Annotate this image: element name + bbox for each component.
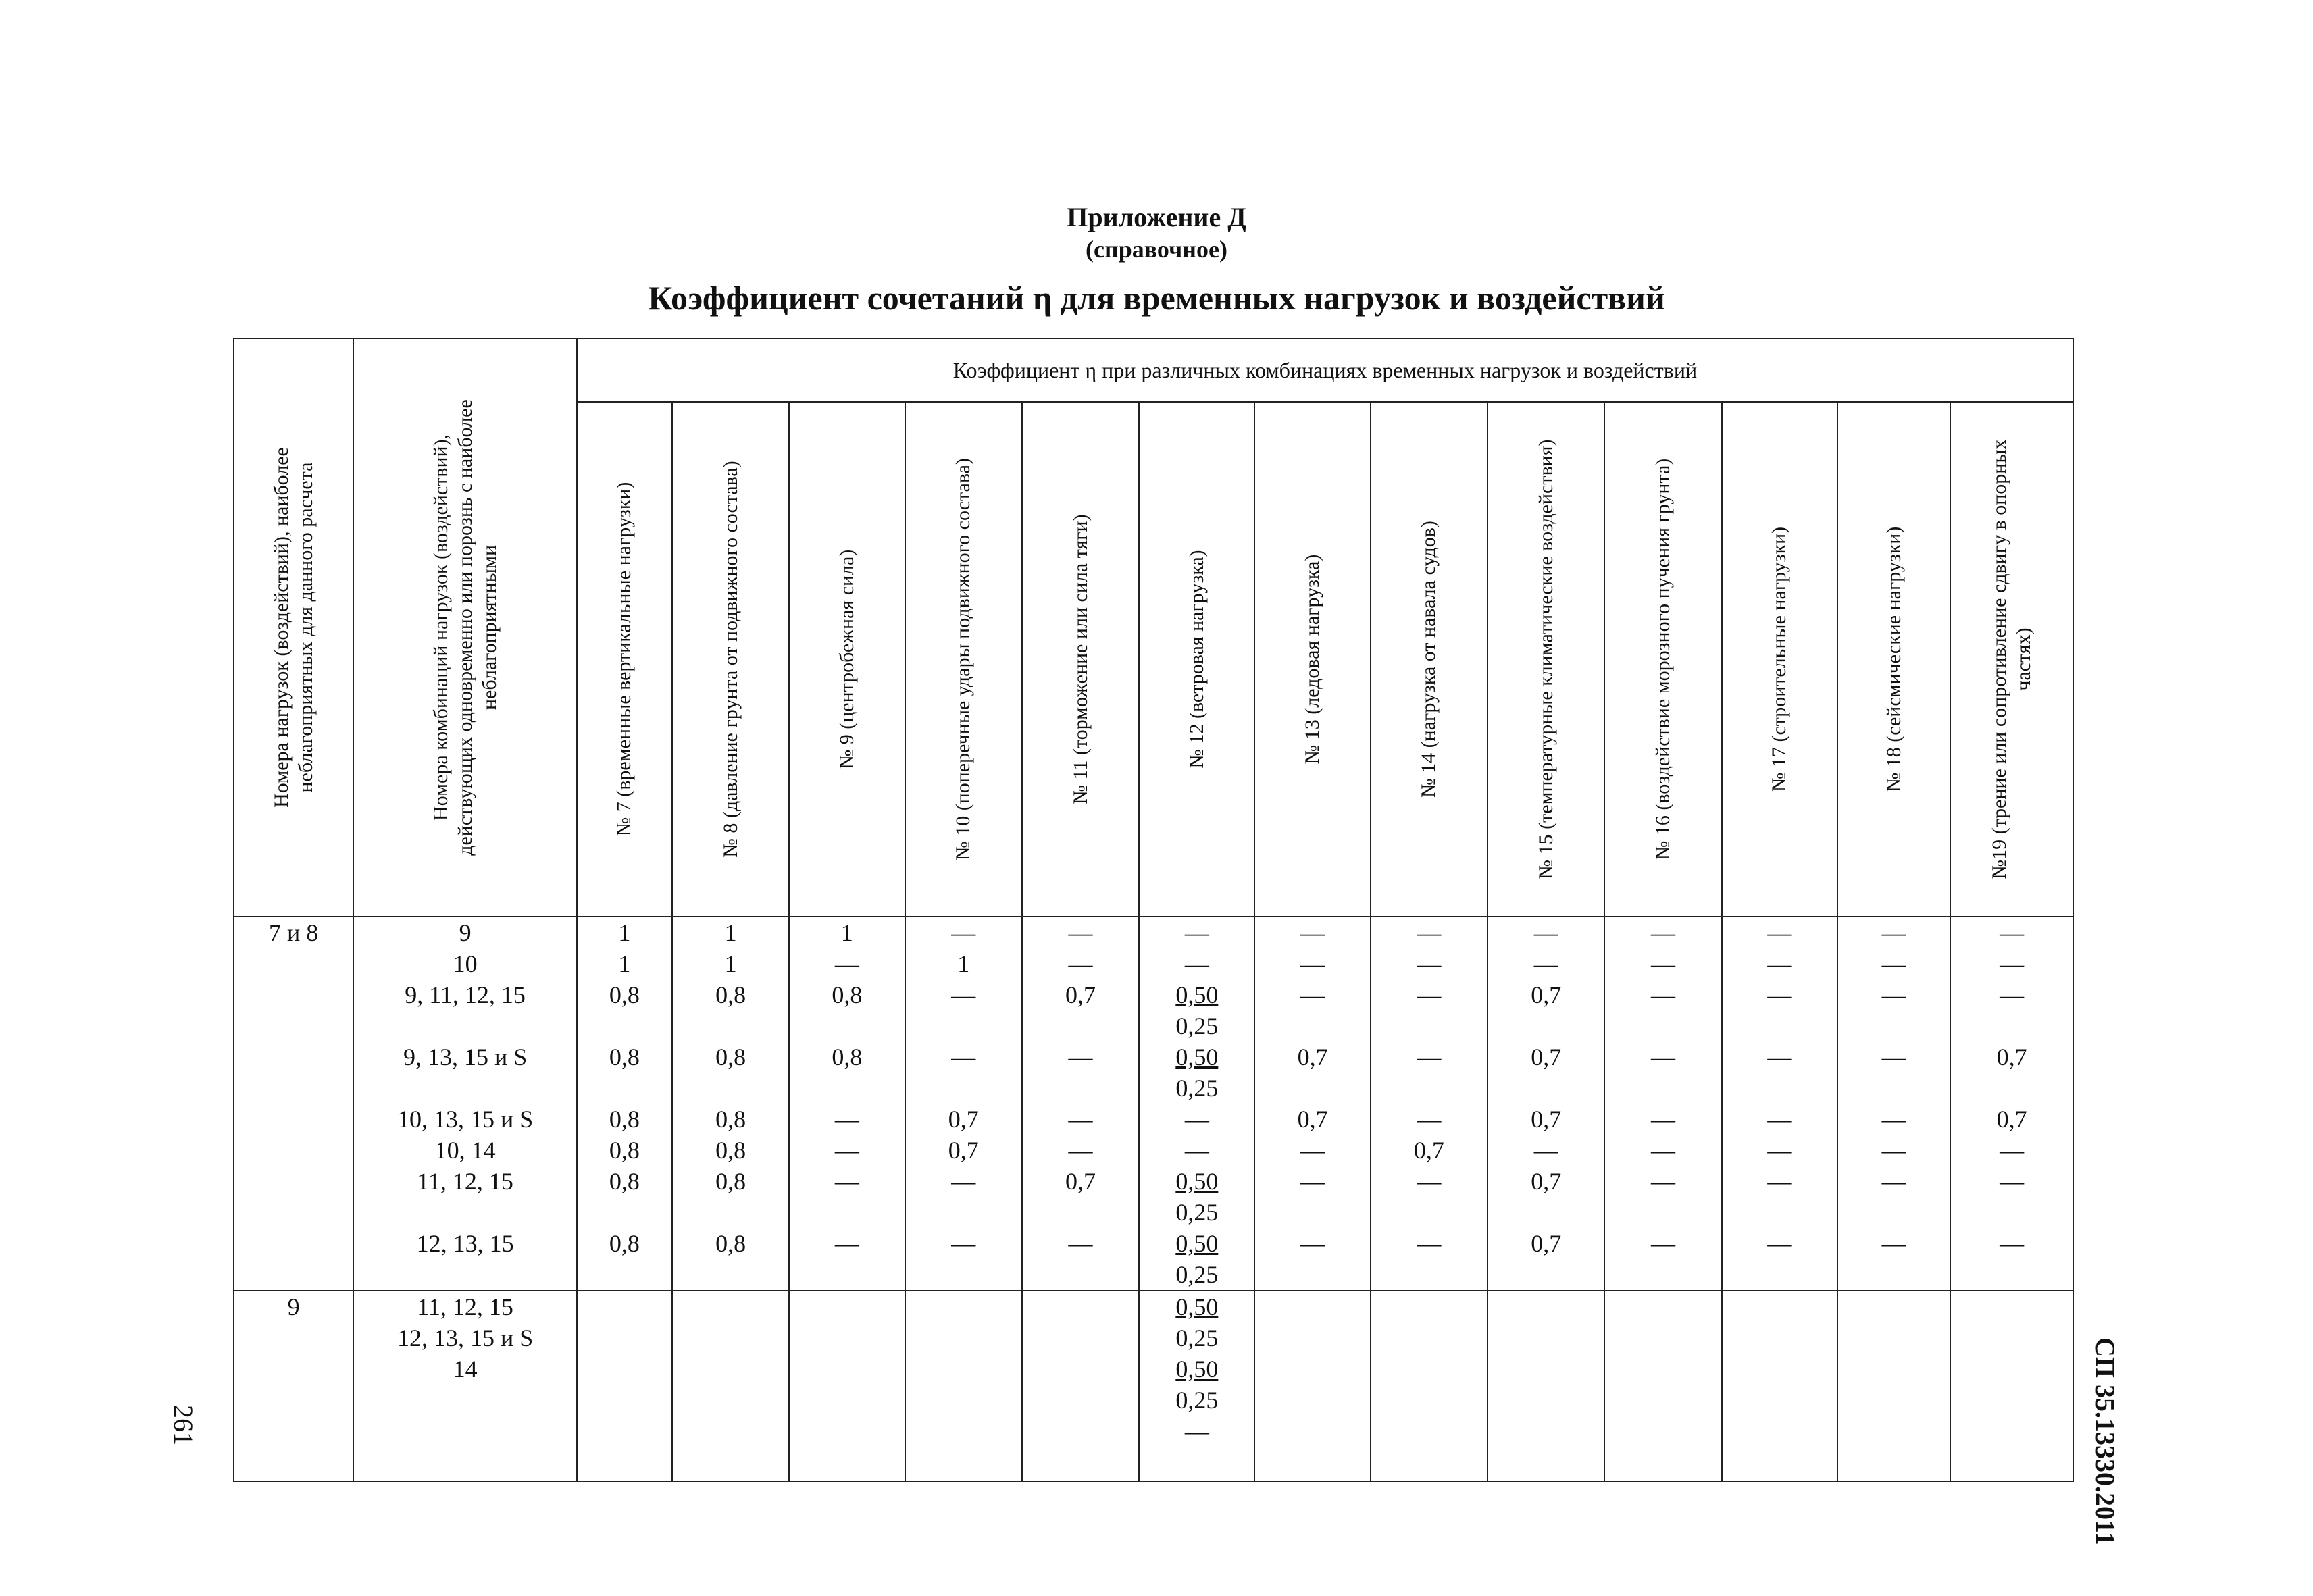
- cell-value: [906, 1259, 1021, 1290]
- coefficient-cell: [1837, 917, 1950, 1291]
- cell-value: —: [1651, 1106, 1676, 1133]
- cell-value: [354, 1259, 576, 1290]
- cell-value: —: [2000, 919, 2025, 946]
- cell-value: [578, 1197, 671, 1228]
- cell-value: 9: [459, 919, 472, 946]
- cell-value: —: [1533, 919, 1558, 946]
- cell-value: 0,8: [715, 1230, 746, 1257]
- header-load-15: № 15 (температурные климатические воздействия): [1488, 402, 1604, 917]
- cell-value: 12, 13, 15: [416, 1230, 514, 1257]
- cell-value: 1: [618, 919, 631, 946]
- cell-value: 0,50: [1175, 1356, 1219, 1383]
- cell-value: —: [1300, 1168, 1325, 1195]
- header-load-8: № 8 (давление грунта от подвижного состава): [672, 402, 789, 917]
- page-number: 261: [168, 1405, 199, 1445]
- cell-value: [790, 1010, 904, 1041]
- cell-value: —: [951, 919, 976, 946]
- cell-value: —: [1068, 950, 1093, 977]
- cell-value: —: [951, 1044, 976, 1071]
- cell-value: [1023, 1073, 1138, 1104]
- coefficient-cell: [1139, 917, 1254, 1291]
- header-combination-numbers: Номера комбинаций нагрузок (воздействий), действующих одновременно или порознь с наиболее неблагоприятными: [353, 338, 577, 917]
- cell-value: 0,7: [1996, 1106, 2027, 1133]
- cell-value: 0,7: [1531, 1230, 1562, 1257]
- coefficient-cell: [1139, 1291, 1254, 1481]
- table-row: [234, 917, 2073, 1291]
- cell-value: 0,8: [609, 1230, 640, 1257]
- cell-value: [1951, 1197, 2073, 1228]
- cell-value: 0,7: [1065, 1168, 1096, 1195]
- cell-value: 0,50: [1175, 1230, 1219, 1257]
- coefficient-cell: [1254, 917, 1370, 1291]
- cell-value: [578, 1259, 671, 1290]
- cell-value: —: [834, 1137, 859, 1164]
- cell-value: 0,7: [1297, 1044, 1328, 1071]
- cell-value: —: [951, 1230, 976, 1257]
- cell-value: —: [2000, 1168, 2025, 1195]
- cell-value: [1023, 1197, 1138, 1228]
- coefficient-cell: [789, 1291, 905, 1481]
- cell-value: —: [1881, 1137, 1906, 1164]
- coefficient-cell: [1837, 1291, 1950, 1481]
- cell-value: 0,7: [1413, 1137, 1444, 1164]
- cell-value: 0,7: [1531, 1044, 1562, 1071]
- coefficient-cell: [1604, 1291, 1721, 1481]
- cell-value: —: [1417, 1168, 1442, 1195]
- cell-value: [1255, 1259, 1369, 1290]
- cell-value: [354, 1385, 576, 1416]
- cell-value: —: [1300, 981, 1325, 1008]
- cell-value: [354, 1073, 576, 1104]
- cell-value: 10, 13, 15 и S: [397, 1106, 534, 1133]
- appendix-title: Приложение Д: [1067, 202, 1246, 232]
- coefficient-cell: [1950, 1291, 2073, 1481]
- cell-value: [1255, 1197, 1369, 1228]
- cell-value: —: [1767, 919, 1792, 946]
- cell-value: —: [1881, 1106, 1906, 1133]
- appendix-type: (справочное): [1085, 236, 1227, 263]
- header-load-16: № 16 (воздействие морозного пучения грунта): [1604, 402, 1721, 917]
- cell-value: 0,8: [609, 1137, 640, 1164]
- document-code: СП 35.13330.2011: [2090, 1337, 2120, 1545]
- coefficient-cell: [1371, 917, 1488, 1291]
- cell-value: 0,7: [948, 1137, 979, 1164]
- cell-value: —: [1651, 1044, 1676, 1071]
- cell-value: —: [1184, 919, 1209, 946]
- cell-value: 1: [840, 919, 853, 946]
- cell-value: —: [1651, 1137, 1676, 1164]
- cell-value: [354, 1197, 576, 1228]
- cell-value: —: [1068, 1106, 1093, 1133]
- cell-value: —: [1651, 1230, 1676, 1257]
- cell-value: —: [1881, 1230, 1906, 1257]
- cell-value: 0,25: [1175, 1324, 1219, 1352]
- cell-value: 0,8: [715, 1106, 746, 1133]
- cell-value: [578, 1073, 671, 1104]
- cell-value: 0,7: [1531, 1168, 1562, 1195]
- cell-value: —: [834, 950, 859, 977]
- header-load-19: №19 (трение или сопротивление сдвигу в опорных частях): [1950, 402, 2073, 917]
- coefficient-cell: [1022, 917, 1139, 1291]
- cell-value: —: [1767, 1044, 1792, 1071]
- cell-value: —: [1881, 950, 1906, 977]
- cell-value: —: [1184, 1137, 1209, 1164]
- header-load-11: № 11 (торможение или сила тяги): [1022, 402, 1139, 917]
- cell-value: 1: [618, 950, 631, 977]
- cell-value: 10: [453, 950, 478, 977]
- cell-value: [354, 1010, 576, 1041]
- cell-value: 0,7: [1531, 981, 1562, 1008]
- cell-value: [1723, 1073, 1837, 1104]
- cell-value: —: [1417, 919, 1442, 946]
- header-load-18: № 18 (сейсмические нагрузки): [1837, 402, 1950, 917]
- cell-value: 1: [957, 950, 970, 977]
- cell-value: 0,8: [832, 981, 863, 1008]
- cell-value: —: [1417, 1106, 1442, 1133]
- cell-value: [673, 1010, 788, 1041]
- cell-value: —: [2000, 950, 2025, 977]
- combination-cell: [353, 917, 577, 1291]
- cell-value: [1488, 1197, 1604, 1228]
- cell-value: [1838, 1010, 1950, 1041]
- cell-value: [1723, 1259, 1837, 1290]
- cell-value: 0,50: [1175, 1293, 1219, 1320]
- cell-value: 0,50: [1175, 1044, 1219, 1071]
- coefficient-cell: [577, 1291, 672, 1481]
- cell-value: [1023, 1010, 1138, 1041]
- coefficient-cell: [1604, 917, 1721, 1291]
- cell-value: 0,25: [1175, 1261, 1219, 1288]
- cell-value: —: [1068, 1137, 1093, 1164]
- header-load-17: № 17 (строительные нагрузки): [1722, 402, 1837, 917]
- cell-value: [1488, 1073, 1604, 1104]
- cell-value: 0,25: [1175, 1199, 1219, 1226]
- cell-value: 0,50: [1175, 1168, 1219, 1195]
- cell-value: 0,25: [1175, 1075, 1219, 1102]
- cell-value: [1255, 1073, 1369, 1104]
- cell-value: —: [834, 1230, 859, 1257]
- cell-value: —: [1068, 1044, 1093, 1071]
- cell-value: 0,8: [609, 1044, 640, 1071]
- cell-value: [673, 1259, 788, 1290]
- coefficient-cell: [1722, 917, 1837, 1291]
- coefficient-cell: [1722, 1291, 1837, 1481]
- cell-value: —: [1417, 950, 1442, 977]
- cell-value: —: [1300, 1230, 1325, 1257]
- header-coefficient: Коэффициент η при различных комбинациях временных нагрузок и воздействий: [577, 338, 2073, 402]
- group-label: 7 и 8: [234, 917, 353, 1291]
- cell-value: —: [1300, 950, 1325, 977]
- cell-value: —: [834, 1168, 859, 1195]
- cell-value: 11, 12, 15: [417, 1168, 513, 1195]
- cell-value: —: [1651, 1168, 1676, 1195]
- cell-value: 0,7: [1065, 981, 1096, 1008]
- cell-value: 0,8: [715, 1044, 746, 1071]
- cell-value: [790, 1073, 904, 1104]
- header-load-numbers: Номера нагрузок (воздействий), наиболее неблагоприятных для данного расчета: [234, 338, 353, 917]
- cell-value: —: [1184, 950, 1209, 977]
- cell-value: 10, 14: [434, 1137, 496, 1164]
- cell-value: —: [1184, 1106, 1209, 1133]
- cell-value: [906, 1010, 1021, 1041]
- cell-value: [1371, 1259, 1487, 1290]
- coefficient-cell: [1488, 917, 1604, 1291]
- cell-value: 1: [724, 950, 737, 977]
- group-label: 9: [234, 1291, 353, 1481]
- header-load-12: № 12 (ветровая нагрузка): [1139, 402, 1254, 917]
- cell-value: —: [1881, 1168, 1906, 1195]
- cell-value: —: [834, 1106, 859, 1133]
- cell-value: [1838, 1259, 1950, 1290]
- cell-value: 0,8: [715, 981, 746, 1008]
- cell-value: —: [1417, 1044, 1442, 1071]
- coefficient-cell: [1488, 1291, 1604, 1481]
- cell-value: [673, 1073, 788, 1104]
- cell-value: 0,7: [1297, 1106, 1328, 1133]
- coefficient-cell: [1371, 1291, 1488, 1481]
- cell-value: —: [1881, 1044, 1906, 1071]
- combination-cell: [353, 1291, 577, 1481]
- cell-value: 9, 11, 12, 15: [405, 981, 526, 1008]
- cell-value: [1838, 1073, 1950, 1104]
- cell-value: —: [1651, 981, 1676, 1008]
- header-load-10: № 10 (поперечные удары подвижного состава): [905, 402, 1022, 917]
- cell-value: —: [1651, 950, 1676, 977]
- cell-value: [1605, 1197, 1721, 1228]
- header-load-14: № 14 (нагрузка от навала судов): [1371, 402, 1488, 917]
- coefficient-cell: [905, 1291, 1022, 1481]
- cell-value: 0,8: [609, 1106, 640, 1133]
- cell-value: 0,8: [715, 1137, 746, 1164]
- cell-value: 0,50: [1175, 981, 1219, 1008]
- cell-value: [1951, 1010, 2073, 1041]
- cell-value: [1605, 1073, 1721, 1104]
- cell-value: 11, 12, 15: [417, 1293, 513, 1320]
- cell-value: [578, 1010, 671, 1041]
- cell-value: [1255, 1010, 1369, 1041]
- cell-value: —: [1533, 950, 1558, 977]
- cell-value: [1371, 1010, 1487, 1041]
- cell-value: [1605, 1259, 1721, 1290]
- cell-value: [1723, 1197, 1837, 1228]
- cell-value: —: [2000, 981, 2025, 1008]
- cell-value: [790, 1197, 904, 1228]
- cell-value: —: [951, 1168, 976, 1195]
- cell-value: 0,7: [948, 1106, 979, 1133]
- cell-value: 0,7: [1531, 1106, 1562, 1133]
- cell-value: [790, 1259, 904, 1290]
- cell-value: 0,25: [1175, 1012, 1219, 1039]
- cell-value: [1488, 1010, 1604, 1041]
- cell-value: [1838, 1197, 1950, 1228]
- cell-value: 0,8: [609, 1168, 640, 1195]
- cell-value: 0,8: [609, 981, 640, 1008]
- cell-value: 0,7: [1996, 1044, 2027, 1071]
- cell-value: —: [1068, 1230, 1093, 1257]
- coefficient-table: [233, 338, 2074, 1482]
- cell-value: [354, 1416, 576, 1447]
- coefficient-cell: [789, 917, 905, 1291]
- cell-value: [906, 1197, 1021, 1228]
- cell-value: —: [1767, 1137, 1792, 1164]
- header-load-13: № 13 (ледовая нагрузка): [1254, 402, 1370, 917]
- cell-value: —: [1417, 981, 1442, 1008]
- cell-value: —: [1184, 1418, 1209, 1445]
- cell-value: —: [1767, 1106, 1792, 1133]
- cell-value: —: [1300, 1137, 1325, 1164]
- cell-value: [673, 1197, 788, 1228]
- cell-value: —: [1417, 1230, 1442, 1257]
- coefficient-cell: [1254, 1291, 1370, 1481]
- header-load-9: № 9 (центробежная сила): [789, 402, 905, 917]
- cell-value: —: [1533, 1137, 1558, 1164]
- cell-value: —: [2000, 1230, 2025, 1257]
- cell-value: [1371, 1073, 1487, 1104]
- cell-value: [1023, 1259, 1138, 1290]
- cell-value: [1605, 1010, 1721, 1041]
- coefficient-cell: [905, 917, 1022, 1291]
- cell-value: 0,25: [1175, 1387, 1219, 1414]
- cell-value: —: [1767, 981, 1792, 1008]
- cell-value: —: [1068, 919, 1093, 946]
- cell-value: —: [1881, 919, 1906, 946]
- cell-value: —: [951, 981, 976, 1008]
- coefficient-cell: [672, 1291, 789, 1481]
- cell-value: 9, 13, 15 и S: [403, 1044, 528, 1071]
- cell-value: [1951, 1259, 2073, 1290]
- header-load-7: № 7 (временные вертикальные нагрузки): [577, 402, 672, 917]
- cell-value: [1371, 1197, 1487, 1228]
- cell-value: —: [2000, 1137, 2025, 1164]
- cell-value: [1951, 1073, 2073, 1104]
- cell-value: [1488, 1259, 1604, 1290]
- cell-value: —: [1767, 1168, 1792, 1195]
- cell-value: 12, 13, 15 и S: [397, 1324, 534, 1352]
- cell-value: —: [1767, 950, 1792, 977]
- table-row: [234, 1291, 2073, 1481]
- coefficient-cell: [1022, 1291, 1139, 1481]
- cell-value: —: [1881, 981, 1906, 1008]
- coefficient-cell: [577, 917, 672, 1291]
- cell-value: 14: [453, 1356, 478, 1383]
- cell-value: —: [1651, 919, 1676, 946]
- cell-value: —: [1300, 919, 1325, 946]
- cell-value: [1723, 1010, 1837, 1041]
- coefficient-cell: [1950, 917, 2073, 1291]
- table-title: Коэффициент сочетаний η для временных нагрузок и воздействий: [648, 279, 1665, 317]
- cell-value: 0,8: [715, 1168, 746, 1195]
- cell-value: 0,8: [832, 1044, 863, 1071]
- cell-value: [906, 1073, 1021, 1104]
- coefficient-cell: [672, 917, 789, 1291]
- cell-value: —: [1767, 1230, 1792, 1257]
- cell-value: 1: [724, 919, 737, 946]
